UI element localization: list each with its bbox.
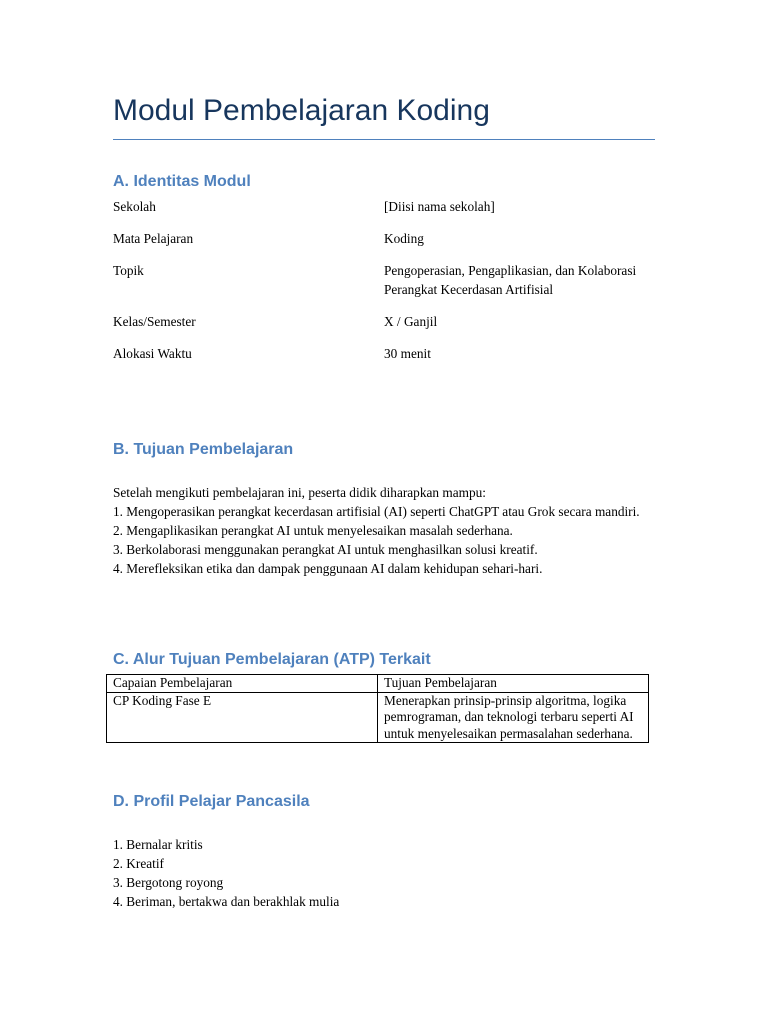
identity-label: Sekolah: [113, 199, 156, 214]
tujuan-intro: Setelah mengikuti pembelajaran ini, peserta didik diharapkan mampu:: [113, 485, 486, 500]
list-item: 4. Beriman, bertakwa dan berakhlak mulia: [113, 894, 340, 909]
identity-value: [Diisi nama sekolah]: [384, 199, 495, 214]
identity-label: Topik: [113, 263, 144, 278]
atp-table: [106, 674, 649, 743]
identity-label: Alokasi Waktu: [113, 346, 192, 361]
tujuan-paragraph: [113, 483, 643, 578]
identity-value: X / Ganjil: [384, 314, 438, 329]
table-row: [107, 692, 649, 743]
page-title: Modul Pembelajaran Koding: [113, 94, 490, 127]
table-header-cell: Tujuan Pembelajaran: [378, 675, 649, 693]
table-cell: Menerapkan prinsip-prinsip algoritma, logika pemrograman, dan teknologi terbaru seperti AI untuk menyelesaikan permasalahan sederhana.: [378, 692, 649, 743]
tujuan-item-4: 4. Merefleksikan etika dan dampak penggunaan AI dalam kehidupan sehari-hari.: [113, 561, 543, 576]
profil-list: [113, 835, 613, 911]
tujuan-item-3: 3. Berkolaborasi menggunakan perangkat AI untuk menghasilkan solusi kreatif.: [113, 542, 538, 557]
list-item: 2. Kreatif: [113, 856, 164, 871]
table-cell: CP Koding Fase E: [107, 692, 378, 743]
tujuan-item-2: 2. Mengaplikasikan perangkat AI untuk menyelesaikan masalah sederhana.: [113, 523, 513, 538]
identity-value: Pengoperasian, Pengaplikasian, dan Kolaborasi Perangkat Kecerdasan Artifisial: [384, 263, 637, 297]
section-heading-tujuan: B. Tujuan Pembelajaran: [113, 441, 294, 458]
tujuan-item-1: 1. Mengoperasikan perangkat kecerdasan artifisial (AI) seperti ChatGPT atau Grok secara mandiri.: [113, 504, 640, 519]
title-divider: [113, 139, 655, 140]
section-heading-identitas: A. Identitas Modul: [113, 173, 251, 190]
identity-label: Kelas/Semester: [113, 314, 196, 329]
section-heading-atp: C. Alur Tujuan Pembelajaran (ATP) Terkait: [113, 651, 431, 668]
table-header-cell: Capaian Pembelajaran: [107, 675, 378, 693]
identity-value: 30 menit: [384, 346, 431, 361]
identity-value: Koding: [384, 231, 424, 246]
table-header-row: [107, 675, 649, 693]
section-heading-profil: D. Profil Pelajar Pancasila: [113, 793, 310, 810]
identity-label: Mata Pelajaran: [113, 231, 194, 246]
list-item: 3. Bergotong royong: [113, 875, 224, 890]
list-item: 1. Bernalar kritis: [113, 837, 203, 852]
